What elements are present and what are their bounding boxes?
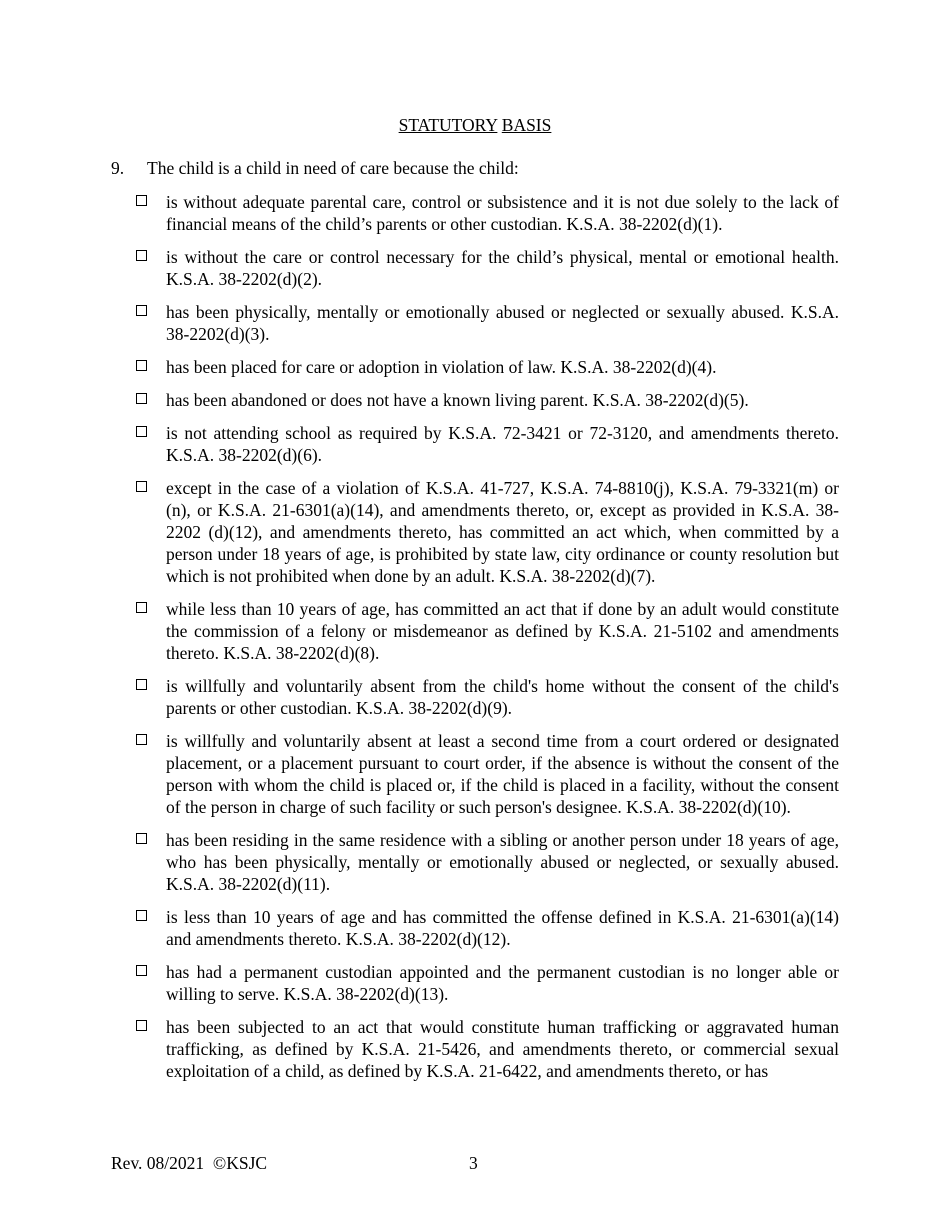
checkbox-5[interactable] <box>136 393 147 404</box>
checklist-item <box>134 356 839 378</box>
checklist-item <box>134 389 839 411</box>
checklist-item-text: is not attending school as required by K.S.A. 72-3421 or 72-3120, and amendments thereto. K.S.A. 38-2202(d)(6). <box>166 423 839 465</box>
checklist-item-text: has been physically, mentally or emotionally abused or neglected or sexually abused. K.S.A. 38-2202(d)(3). <box>166 302 839 344</box>
checklist-item-text: has been placed for care or adoption in violation of law. K.S.A. 38-2202(d)(4). <box>166 357 717 377</box>
checklist-item <box>134 191 839 235</box>
checklist-item-text: has been subjected to an act that would constitute human trafficking or aggravated human trafficking, as defined by K.S.A. 21-5426, and amendments thereto, or commercial sexual exploitation of a child, as defined by K.S.A. 21-6422, and amendments thereto, or has <box>166 1017 839 1081</box>
checklist-item-text: is less than 10 years of age and has committed the offense defined in K.S.A. 21-6301(a)(14) and amendments thereto. K.S.A. 38-2202(d)(12). <box>166 907 839 949</box>
footer-revision: Rev. 08/2021 ©KSJC <box>111 1153 268 1173</box>
checklist-item <box>134 675 839 719</box>
checklist-item <box>134 301 839 345</box>
checklist-item <box>134 1016 839 1082</box>
checkbox-2[interactable] <box>136 250 147 261</box>
paragraph-intro-text: The child is a child in need of care because the child: <box>147 158 519 178</box>
checklist-item-text: while less than 10 years of age, has committed an act that if done by an adult would constitute the commission of a felony or misdemeanor as defined by K.S.A. 21-5102 and amendments thereto. K.S.A. 38-2202(d)(8). <box>166 599 839 663</box>
heading-word-statutory: STATUTORY <box>398 115 498 135</box>
checkbox-3[interactable] <box>136 305 147 316</box>
paragraph-9 <box>111 157 841 179</box>
condition-checklist <box>134 191 839 1093</box>
checklist-item-text: has been abandoned or does not have a known living parent. K.S.A. 38-2202(d)(5). <box>166 390 749 410</box>
checkbox-12[interactable] <box>136 910 147 921</box>
checklist-item-text: is willfully and voluntarily absent from the child's home without the consent of the child's parents or other custodian. K.S.A. 38-2202(d)(9). <box>166 676 839 718</box>
checkbox-11[interactable] <box>136 833 147 844</box>
checkbox-7[interactable] <box>136 481 147 492</box>
section-heading <box>0 114 950 136</box>
checklist-item <box>134 829 839 895</box>
checklist-item-text: is without adequate parental care, control or subsistence and it is not due solely to the lack of financial means of the child’s parents or other custodian. K.S.A. 38-2202(d)(1). <box>166 192 839 234</box>
checklist-item-text: except in the case of a violation of K.S.A. 41-727, K.S.A. 74-8810(j), K.S.A. 79-3321(m) or (n), or K.S.A. 21-6301(a)(14), and amendments thereto, or, except as provided in K.S.A. 38-2202 (d)(12), and amendments thereto, has committed an act which, when committed by a person under 18 years of age, is prohibited by state law, city ordinance or county resolution but which is not prohibited when done by an adult. K.S.A. 38-2202(d)(7). <box>166 478 839 586</box>
checkbox-6[interactable] <box>136 426 147 437</box>
checkbox-9[interactable] <box>136 679 147 690</box>
checklist-item-text: is without the care or control necessary for the child’s physical, mental or emotional health. K.S.A. 38-2202(d)(2). <box>166 247 839 289</box>
checkbox-10[interactable] <box>136 734 147 745</box>
checklist-item <box>134 477 839 587</box>
checkbox-13[interactable] <box>136 965 147 976</box>
paragraph-number: 9. <box>111 158 125 178</box>
checklist-item-text: is willfully and voluntarily absent at least a second time from a court ordered or designated placement, or a placement pursuant to court order, if the absence is without the consent of the person with whom the child is placed or, if the child is placed in a facility, without the consent of the person in charge of such facility or such person's designee. K.S.A. 38-2202(d)(10). <box>166 731 839 817</box>
footer-page-number: 3 <box>469 1153 478 1173</box>
checklist-item <box>134 961 839 1005</box>
checklist-item-text: has had a permanent custodian appointed and the permanent custodian is no longer able or willing to serve. K.S.A. 38-2202(d)(13). <box>166 962 839 1004</box>
checkbox-14[interactable] <box>136 1020 147 1031</box>
checklist-item <box>134 906 839 950</box>
checkbox-4[interactable] <box>136 360 147 371</box>
checklist-item <box>134 246 839 290</box>
checkbox-8[interactable] <box>136 602 147 613</box>
checklist-item-text: has been residing in the same residence with a sibling or another person under 18 years of age, who has been physically, mentally or emotionally abused or neglected, or sexually abused. K.S.A. 38-2202(d)(11). <box>166 830 839 894</box>
checklist-item <box>134 598 839 664</box>
checklist-item <box>134 422 839 466</box>
checkbox-1[interactable] <box>136 195 147 206</box>
checklist-item <box>134 730 839 818</box>
heading-word-basis: BASIS <box>501 115 552 135</box>
